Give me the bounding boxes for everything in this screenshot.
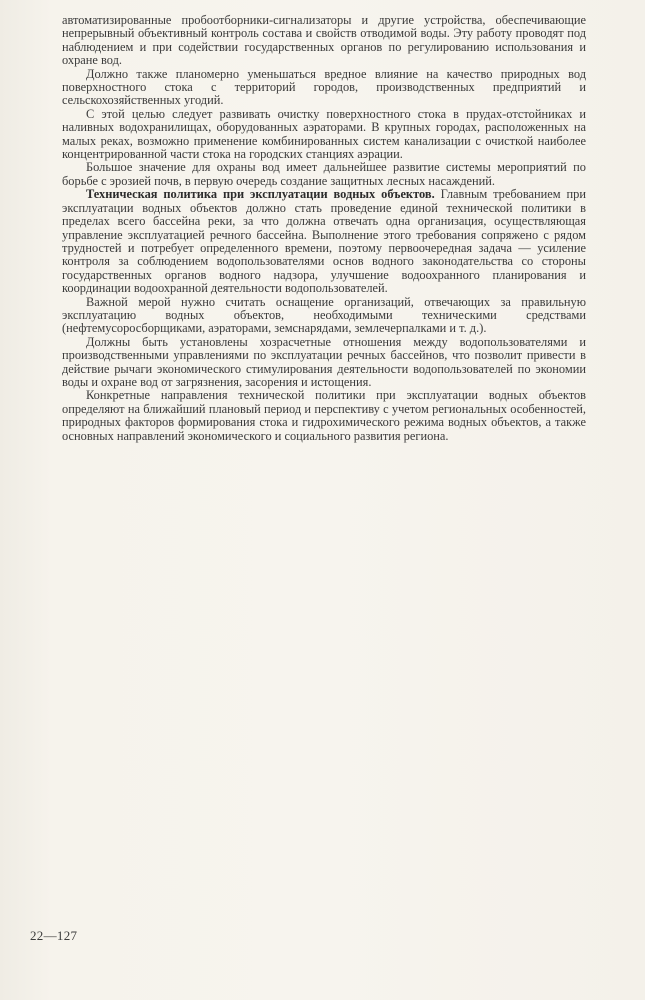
paragraph-text: Важной мерой нужно считать оснащение организаций, отвечающих за правильную эксплуатацию водных объектов, необходимыми техническими средствами (нефтемусоросборщиками, аэраторами, земснарядами, землечерпалками и т. д.). <box>62 294 586 336</box>
paragraph-text: автоматизированные пробоотборники-сигнализаторы и другие устройства, обеспечивающие непрерывный объективный контроль состава и свойств отводимой воды. Эту работу проводят под наблюдением и при содействии государственных органов по регулированию использования и охране вод. <box>62 13 586 68</box>
paragraph-text: Должны быть установлены хозрасчетные отношения между водопользователями и производственными управлениями по эксплуатации речных бассейнов, что позволит привести в действие рычаги экономического стимулирования деятельности водопользователей по экономии воды и охране вод от загрязнения, засорения и истощения. <box>62 334 586 389</box>
section-run-in-heading: Техническая политика при эксплуатации водных объектов. <box>86 187 435 202</box>
paragraph-text: Главным требованием при эксплуатации водных объектов должно стать проведение единой технической политики в пределах всего бассейна реки, за что должна отвечать одна организация, осуществляющая управление эксплуатацией речного бассейна. Выполнение этого требования сопряжено с рядом трудностей и потребует определенного времени, поэтому первоочередная задача — усиление контроля за соблюдением водопользователями основ водного законодательства со стороны государственных органов водного надзора, улучшение водоохранного планирования и координации водоохранной деятельности водопользователей. <box>62 187 586 296</box>
paragraph-self-financing <box>62 336 586 390</box>
paragraph-text: Должно также планомерно уменьшаться вредное влияние на качество природных вод поверхностного стока с территорий городов, производственных предприятий и сельскохозяйственных угодий. <box>62 66 586 108</box>
paragraph-erosion <box>62 161 586 188</box>
paragraph-runoff-treatment <box>62 108 586 162</box>
paragraph-text: Конкретные направления технической политики при эксплуатации водных объектов определяют на ближайший плановый период и перспективу с учетом региональных особенностей, природных факторов формирования стока и гидрохимического режима водных объектов, а также основных направлений экономического и социального развития региона. <box>62 388 586 443</box>
paragraph-technical-policy <box>62 188 586 295</box>
paragraph-equipment <box>62 296 586 336</box>
paragraph-surface-runoff <box>62 68 586 108</box>
printer-signature-mark: 22—127 <box>30 928 78 943</box>
body-text <box>62 14 586 443</box>
paragraph-text: Большое значение для охраны вод имеет дальнейшее развитие системы мероприятий по борьбе с эрозией почв, в первую очередь создание защитных лесных насаждений. <box>62 160 586 188</box>
paragraph-directions <box>62 389 586 443</box>
paragraph-text: С этой целью следует развивать очистку поверхностного стока в прудах-отстойниках и наливных водохранилищах, оборудованных аэраторами. В крупных городах, расположенных на малых реках, возможно применение комбинированных систем канализации с очисткой наиболее концентрированной части стока на городских станциях аэрации. <box>62 106 586 162</box>
paragraph-continued <box>62 14 586 68</box>
